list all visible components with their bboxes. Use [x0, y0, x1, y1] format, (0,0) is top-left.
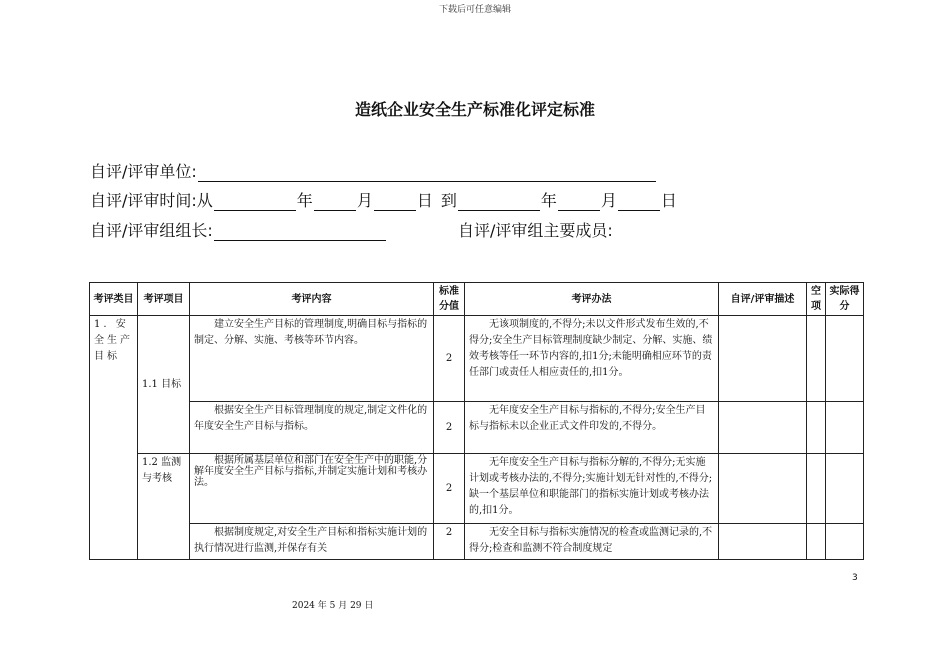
document-title: 造纸企业安全生产标准化评定标准	[354, 100, 595, 119]
page-number: 3	[852, 573, 858, 583]
unit-label: 自评/评审单位:	[90, 162, 197, 181]
content-cell: 建立安全生产目标的管理制度,明确目标与指标的制定、分解、实施、考核等环节内容。	[190, 316, 434, 402]
header-actual: 实际得分	[826, 283, 864, 316]
header-note: 下载后可任意编辑	[438, 5, 511, 15]
unit-blank[interactable]	[198, 165, 656, 182]
actual-score-cell[interactable]	[826, 402, 864, 454]
header-description: 自评/评审描述	[719, 283, 807, 316]
table-row	[90, 402, 864, 454]
end-year-blank[interactable]	[458, 194, 540, 211]
score-cell: 2	[434, 454, 465, 524]
month-label: 月	[356, 191, 373, 210]
header-score: 标准分值	[434, 283, 465, 316]
method-cell: 无该项制度的,不得分;未以文件形式发布生效的,不得分;安全生产目标管理制度缺少制定、分解、实施、绩效考核等任一环节内容的,扣1分;未能明确相应环节的责任部门或责任人相应责任的,扣1分。	[465, 316, 719, 402]
score-cell: 2	[434, 316, 465, 402]
form-time-line	[90, 188, 677, 211]
empty-cell[interactable]	[807, 402, 826, 454]
end-month-blank[interactable]	[558, 194, 600, 211]
content-cell: 根据安全生产目标管理制度的规定,制定文件化的年度安全生产目标与指标。	[190, 402, 434, 454]
score-cell: 2	[434, 402, 465, 454]
members-label: 自评/评审组主要成员:	[458, 221, 613, 240]
method-cell: 无年度安全生产目标与指标分解的,不得分;无实施计划或考核办法的,不得分;实施计划无针对性的,不得分;缺一个基层单位和职能部门的指标实施计划或考核办法的,扣1分。	[465, 454, 719, 524]
form-unit-line	[90, 159, 657, 182]
header-content: 考评内容	[190, 283, 434, 316]
content-cell: 根据所属基层单位和部门在安全生产中的职能,分解年度安全生产目标与指标,并制定实施计划和考核办法。	[190, 454, 434, 524]
content-cell: 根据制度规定,对安全生产目标和指标实施计划的执行情况进行监测,并保存有关	[190, 524, 434, 560]
to-label: 到	[440, 191, 457, 210]
category-cell: 1. 安全生产目标	[90, 316, 138, 560]
header-method: 考评办法	[465, 283, 719, 316]
footer-date: 2024 年 5 月 29 日	[292, 601, 374, 611]
method-cell: 无年度安全生产目标与指标的,不得分;安全生产目标与指标未以企业正式文件印发的,不得分。	[465, 402, 719, 454]
description-cell[interactable]	[719, 524, 807, 560]
actual-score-cell[interactable]	[826, 316, 864, 402]
day-label: 日	[416, 191, 433, 210]
header-item: 考评项目	[138, 283, 190, 316]
time-label: 自评/评审时间:从	[90, 191, 213, 210]
actual-score-cell[interactable]	[826, 524, 864, 560]
table-row	[90, 524, 864, 560]
actual-score-cell[interactable]	[826, 454, 864, 524]
leader-blank[interactable]	[214, 224, 386, 241]
month-label-2: 月	[600, 191, 617, 210]
score-cell: 2	[434, 524, 465, 560]
table-row	[90, 454, 864, 524]
description-cell[interactable]	[719, 454, 807, 524]
year-label-2: 年	[540, 191, 557, 210]
description-cell[interactable]	[719, 402, 807, 454]
description-cell[interactable]	[719, 316, 807, 402]
method-cell: 无安全目标与指标实施情况的检查或监测记录的,不得分;检查和监测不符合制度规定	[465, 524, 719, 560]
empty-cell[interactable]	[807, 454, 826, 524]
end-day-blank[interactable]	[618, 194, 660, 211]
evaluation-table	[89, 282, 864, 560]
year-label: 年	[296, 191, 313, 210]
table-row	[90, 316, 864, 402]
table-header-row	[90, 283, 864, 316]
header-category: 考评类目	[90, 283, 138, 316]
item-cell: 1.2 监测与考核	[138, 454, 190, 560]
leader-label: 自评/评审组组长:	[90, 221, 213, 240]
empty-cell[interactable]	[807, 524, 826, 560]
start-month-blank[interactable]	[314, 194, 356, 211]
header-empty: 空项	[807, 283, 826, 316]
start-year-blank[interactable]	[214, 194, 296, 211]
start-day-blank[interactable]	[374, 194, 416, 211]
form-leader-line	[90, 218, 387, 241]
item-cell: 1.1 目标	[138, 316, 190, 454]
day-label-2: 日	[660, 191, 677, 210]
empty-cell[interactable]	[807, 316, 826, 402]
